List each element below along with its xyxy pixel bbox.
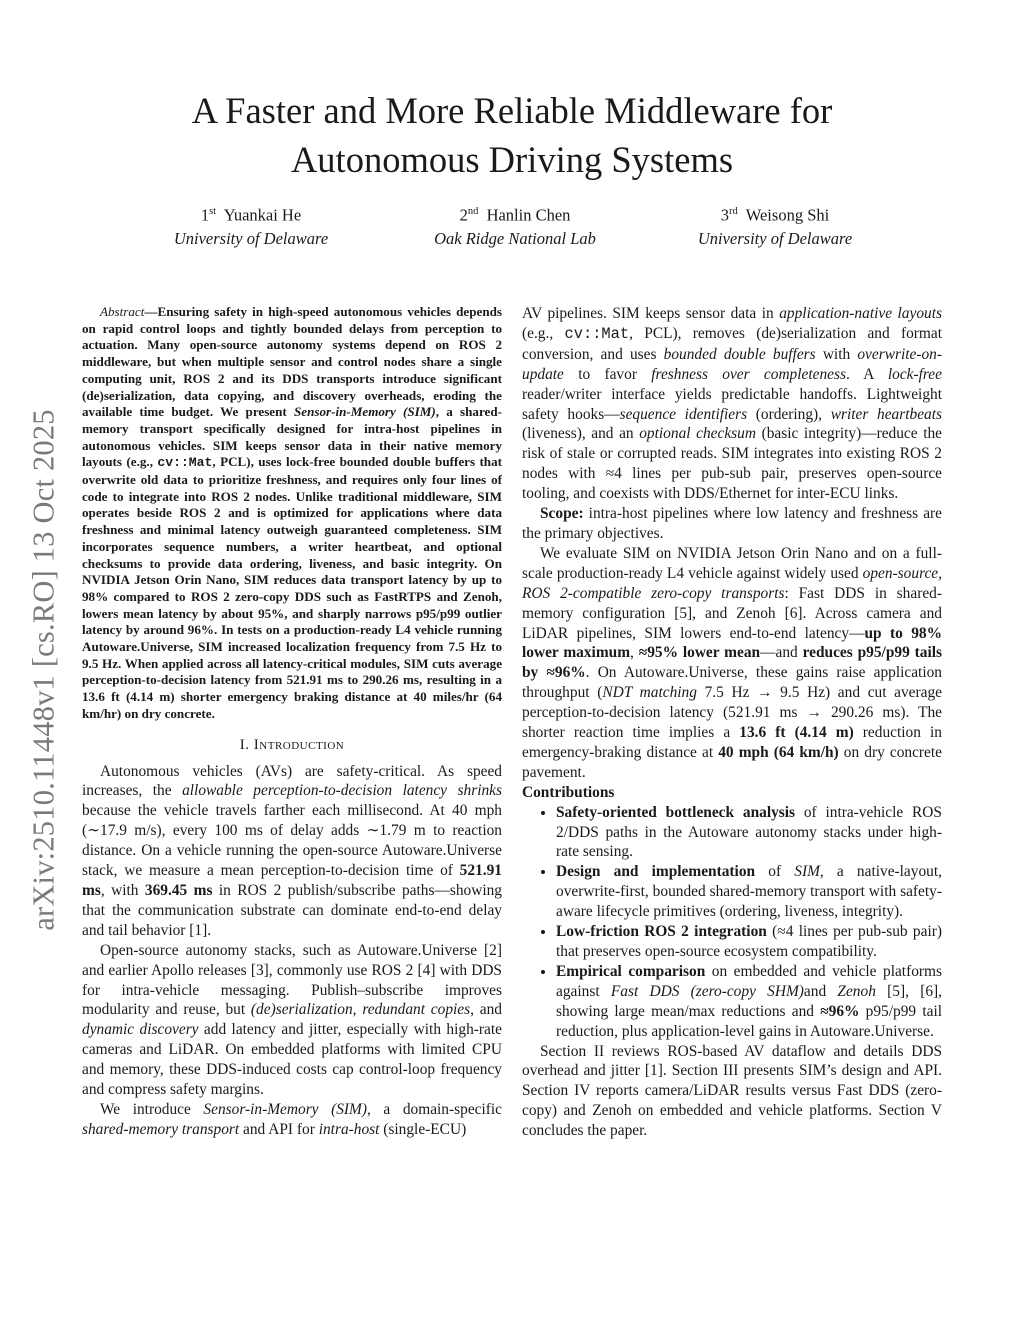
intro-paragraph-3: We introduce Sensor-in-Memory (SIM), a domain-specific shared-memory transport and API for intra-host (single-ECU) — [82, 1100, 502, 1138]
left-column — [82, 304, 502, 1140]
contributions-list — [522, 803, 942, 1042]
right-paragraph-3: We evaluate SIM on NVIDIA Jetson Orin Nano and on a full-scale production-ready L4 vehicle against widely used open-source, ROS 2-compatible zero-copy transports: Fast DDS in shared-memory configuration [5], and Zenoh [6]. Across camera and LiDAR pipelines, SIM lowers end-to-end latency—up to 98% lower maximum, ≈95% lower mean—and reduces p95/p99 tails by ≈96%. On Autoware.Universe, these gains raise application throughput (NDT matching 7.5 Hz → 9.5 Hz) and cut average perception-to-decision latency (521.91 ms → 290.26 ms). The shorter reaction time implies a 13.6 ft (4.14 m) reduction in emergency-braking distance at 40 mph (64 km/h) on dry concrete pavement. — [522, 544, 943, 781]
contributions-heading: Contributions — [522, 783, 615, 801]
outline-paragraph: Section II reviews ROS-based AV dataflow and details DDS overhead and jitter [1]. Section III presents SIM’s design and API. Section IV reports camera/LiDAR results versus Fast DDS (zero-copy) and Zenoh on embedded and vehicle platforms. Section V concludes the paper. — [522, 1042, 942, 1140]
intro-paragraph-1: Autonomous vehicles (AVs) are safety-critical. As speed increases, the allowable perception-to-decision latency shrinks because the vehicle travels farther each millisecond. At 40 mph (∼17.9 m/s), every 100 ms of delay adds ∼1.79 m to reaction distance. On a vehicle running the open-source Autoware.Universe stack, we measure a mean perception-to-decision time of 521.91 ms, with 369.45 ms in ROS 2 publish/subscribe paths—showing that the communication substrate can dominate end-to-end delay and tail behavior [1]. — [82, 762, 502, 939]
abstract — [82, 304, 502, 723]
abstract-sim-name: Sensor-in-Memory (SIM) — [293, 404, 436, 420]
right-column — [522, 304, 942, 1141]
scope-paragraph: Scope: intra-host pipelines where low latency and freshness are the primary objectives. — [522, 505, 942, 542]
author-affiliation: University of Delaware — [173, 228, 329, 248]
author-ordinal: 3 — [720, 205, 730, 225]
abstract-label: Abstract — [100, 304, 145, 319]
author-affiliation: University of Delaware — [697, 228, 853, 248]
abstract-text: Ensuring safety in high-speed autonomous vehicles depends on rapid control loops and tightly bounded delays from perception to actuation. Many open-source autonomy systems depend on ROS 2 middleware, but when multiple sensor and control nodes share a single computing unit, ROS 2 and its DDS transports introduce significant (de)serialization, data copying, and discovery overheads, eroding the available time budget. We present — [82, 304, 502, 420]
author-2 — [365, 200, 665, 250]
author-block — [0, 200, 1024, 250]
title-line-1: A Faster and More Reliable Middleware for — [191, 90, 833, 131]
list-item: • Safety-oriented bottleneck analysis of intra-vehicle ROS 2/DDS paths in the Autoware autonomy stacks under high-rate sensing. — [556, 803, 942, 863]
list-item: • Low-friction ROS 2 integration (≈4 lines per pub-sub pair) that preserves open-source ecosystem compatibility. — [556, 922, 942, 962]
author-ordinal: 2 — [459, 205, 468, 225]
abstract-text: , a shared-memory transport specifically designed for intra-host pipelines in autonomous vehicles. SIM keeps sensor data in their native memory layouts (e.g., — [82, 404, 502, 470]
author-affiliation: Oak Ridge National Lab — [434, 228, 596, 248]
paper-title — [0, 86, 1024, 184]
abstract-code: cv::Mat — [157, 455, 213, 471]
author-name: Weisong Shi — [745, 205, 830, 225]
author-ordinal-suffix: rd — [729, 206, 738, 217]
title-line-2: Autonomous Driving Systems — [290, 139, 734, 180]
list-item: • Design and implementation of SIM, a native-layout, overwrite-first, bounded shared-memory transport with safety-aware lifecycle primitives (ordering, liveness, integrity). — [556, 862, 942, 922]
author-ordinal-suffix: nd — [467, 206, 479, 217]
inline-code: cv::Mat — [564, 324, 630, 343]
author-3 — [625, 200, 925, 250]
author-name: Yuankai He — [223, 205, 302, 225]
list-item: • Empirical comparison on embedded and vehicle platforms against Fast DDS (zero-copy SHM)and Zenoh [5], [6], showing large mean/max reductions and ≈96% p95/p99 tail reduction, plus application-level gains in Autoware.Universe. — [556, 962, 942, 1042]
author-ordinal-suffix: st — [209, 206, 217, 217]
abstract-dash: — — [144, 304, 158, 319]
section-heading-introduction — [82, 737, 502, 754]
abstract-text: , PCL), uses lock-free bounded double buffers that overwrite old data to prioritize freshness, and requires only four lines of code to integrate into ROS 2 nodes. Unlike traditional middleware, SIM operates beside ROS 2 and is optimized for applications where data freshness and minimal latency outweigh guaranteed completeness. SIM incorporates sequence numbers, a writer heartbeat, and optional checksums to provide data ordering, liveness, and basic integrity. On NVIDIA Jetson Orin Nano, SIM reduces data transport latency by up to 98% compared to ROS 2 zero-copy DDS such as FastRTPS and Zenoh, lowers mean latency by about 95%, and sharply narrows p95/p99 outlier latency by around 96%. In tests on a production-ready L4 vehicle running Autoware.Universe, SIM increased localization frequency from 7.5 Hz to 9.5 Hz. When applied across all latency-critical modules, SIM cuts average perception-to-decision latency from 521.91 ms to 290.26 ms, resulting in a 13.6 ft (4.14 m) shorter emergency braking distance at 40 miles/hr (64 km/hr) on dry concrete. — [82, 454, 502, 721]
author-name: Hanlin Chen — [486, 205, 571, 225]
author-1 — [101, 200, 401, 250]
author-ordinal: 1 — [200, 205, 210, 225]
section-title: Introduction — [253, 736, 345, 753]
right-paragraph-1: AV pipelines. SIM keeps sensor data in application-native layouts (e.g., cv::Mat, PCL), removes (de)serialization and format conversion, and uses bounded double buffers with overwrite-on-update to favor freshness over completeness. A lock-free reader/writer interface yields predictable handoffs. Lightweight safety hooks—sequence identifiers (ordering), writer heartbeats (liveness), and an optional checksum (basic integrity)—reduce the risk of stale or corrupted reads. SIM integrates into existing ROS 2 nodes with ≈4 lines per pub-sub pair, preserves open-source tooling, and coexists with DDS/Ethernet for inter-ECU links. — [522, 305, 942, 503]
arxiv-identifier: arXiv:2510.11448v1 [cs.RO] 13 Oct 2025 — [26, 409, 61, 931]
arxiv-side-label — [22, 370, 66, 970]
section-numeral: I. — [239, 736, 250, 753]
intro-paragraph-2: Open-source autonomy stacks, such as Autoware.Universe [2] and earlier Apollo releases [3], commonly use ROS 2 [4] with DDS for intra-vehicle messaging. Publish–subscribe improves modularity and reuse, but (de)serialization, redundant copies, and dynamic discovery add latency and jitter, especially with high-rate cameras and LiDAR. On embedded platforms with limited CPU and memory, these DDS-induced costs cap control-loop frequency and compress safety margins. — [82, 941, 502, 1099]
